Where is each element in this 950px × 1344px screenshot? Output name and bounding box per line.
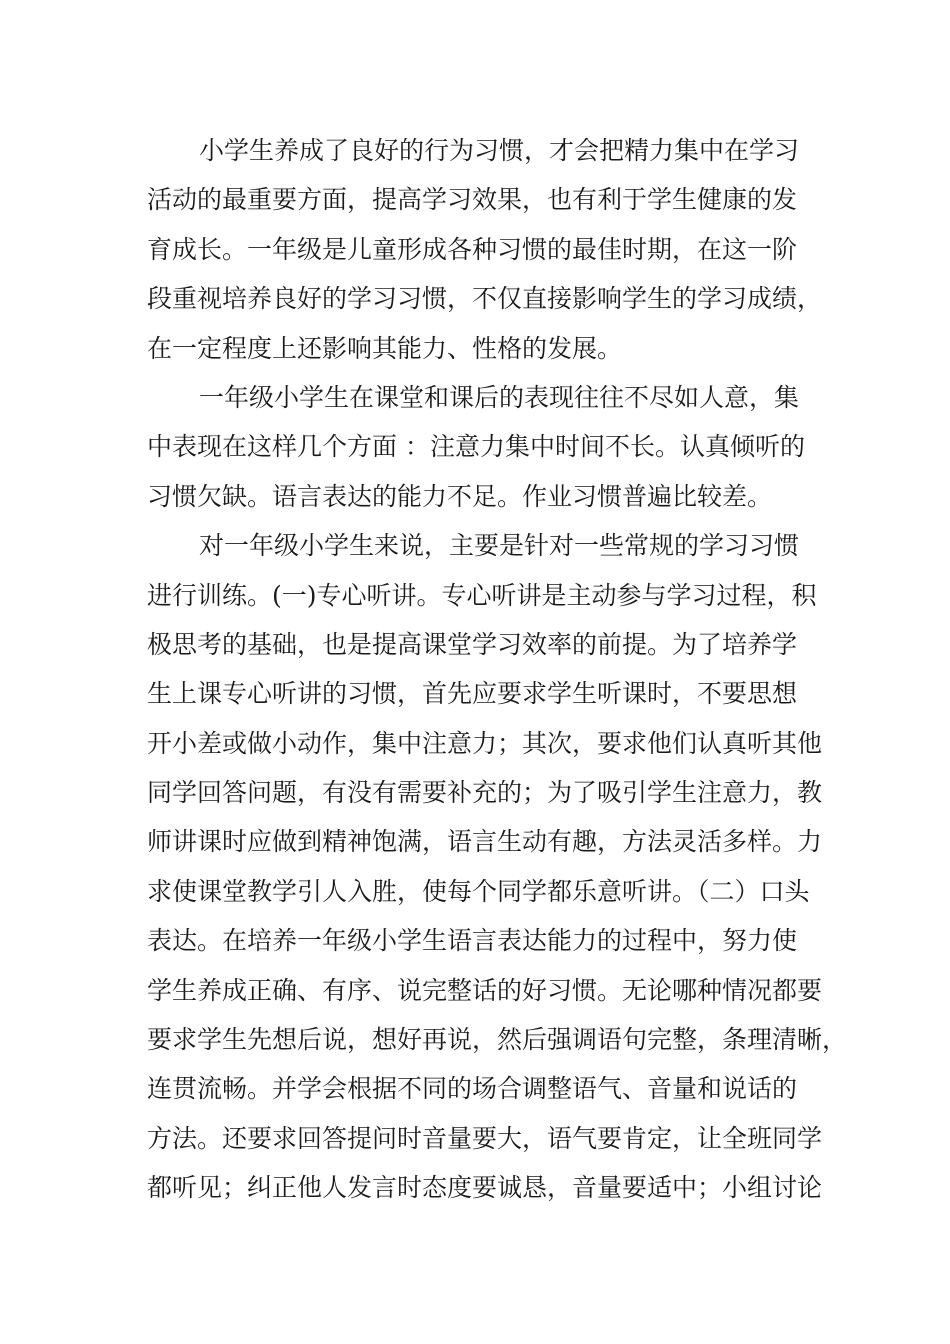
paragraph-3-line-11: 要求学生先想后说，想好再说，然后强调语句完整，条理清晰， (147, 1025, 848, 1055)
paragraph-3-line-2: 进行训练。(一)专心听讲。专心听讲是主动参与学习过程，积 (147, 580, 817, 610)
paragraph-2-line-2: 中表现在这样几个方面 ：注意力集中时间不长。认真倾听的 (147, 432, 805, 462)
paragraph-3-line-12: 连贯流畅。并学会根据不同的场合调整语气、音量和说话的 (147, 1074, 798, 1104)
paragraph-1-line-5: 在一定程度上还影响其能力、性格的发展。 (147, 333, 623, 363)
paragraph-3-line-3: 极思考的基础，也是提高课堂学习效率的前提。为了培养学 (147, 629, 798, 659)
paragraph-3-line-10: 学生养成正确、有序、说完整话的好习惯。无论哪种情况都要 (147, 975, 823, 1005)
paragraph-1-line-3: 育成长。一年级是儿童形成各种习惯的最佳时期，在这一阶 (147, 234, 798, 264)
paragraph-3-line-6: 同学回答问题，有没有需要补充的；为了吸引学生注意力，教 (147, 778, 823, 808)
paragraph-3-line-4: 生上课专心听讲的习惯，首先应要求学生听课时，不要思想 (147, 679, 798, 709)
paragraph-1-line-4: 段重视培养良好的学习习惯，不仅直接影响学生的学习成绩， (147, 284, 823, 314)
paragraph-3-line-1: 对一年级小学生来说，主要是针对一些常规的学习习惯 (199, 531, 800, 561)
paragraph-2-line-1: 一年级小学生在课堂和课后的表现往往不尽如人意，集 (199, 382, 800, 412)
paragraph-2-line-3: 习惯欠缺。语言表达的能力不足。作业习惯普遍比较差。 (147, 481, 773, 511)
paragraph-1-line-2: 活动的最重要方面，提高学习效果，也有利于学生健康的发 (147, 185, 798, 215)
body-text (147, 126, 848, 1213)
paragraph-1-line-1: 小学生养成了良好的行为习惯，才会把精力集中在学习 (199, 136, 800, 165)
paragraph-3-line-7: 师讲课时应做到精神饱满，语言生动有趣，方法灵活多样。力 (147, 827, 823, 857)
paragraph-3-line-13: 方法。还要求回答提问时音量要大，语气要肯定，让全班同学 (147, 1123, 823, 1153)
paragraph-3-line-14: 都听见；纠正他人发言时态度要诚恳，音量要适中；小组讨论 (147, 1173, 823, 1203)
paragraph-3-line-8: 求使课堂教学引人入胜，使每个同学都乐意听讲。（二）口头 (147, 876, 810, 906)
paragraph-3-line-9: 表达。在培养一年级小学生语言表达能力的过程中，努力使 (147, 926, 798, 956)
paragraph-3-line-5: 开小差或做小动作，集中注意力；其次，要求他们认真听其他 (147, 728, 823, 758)
